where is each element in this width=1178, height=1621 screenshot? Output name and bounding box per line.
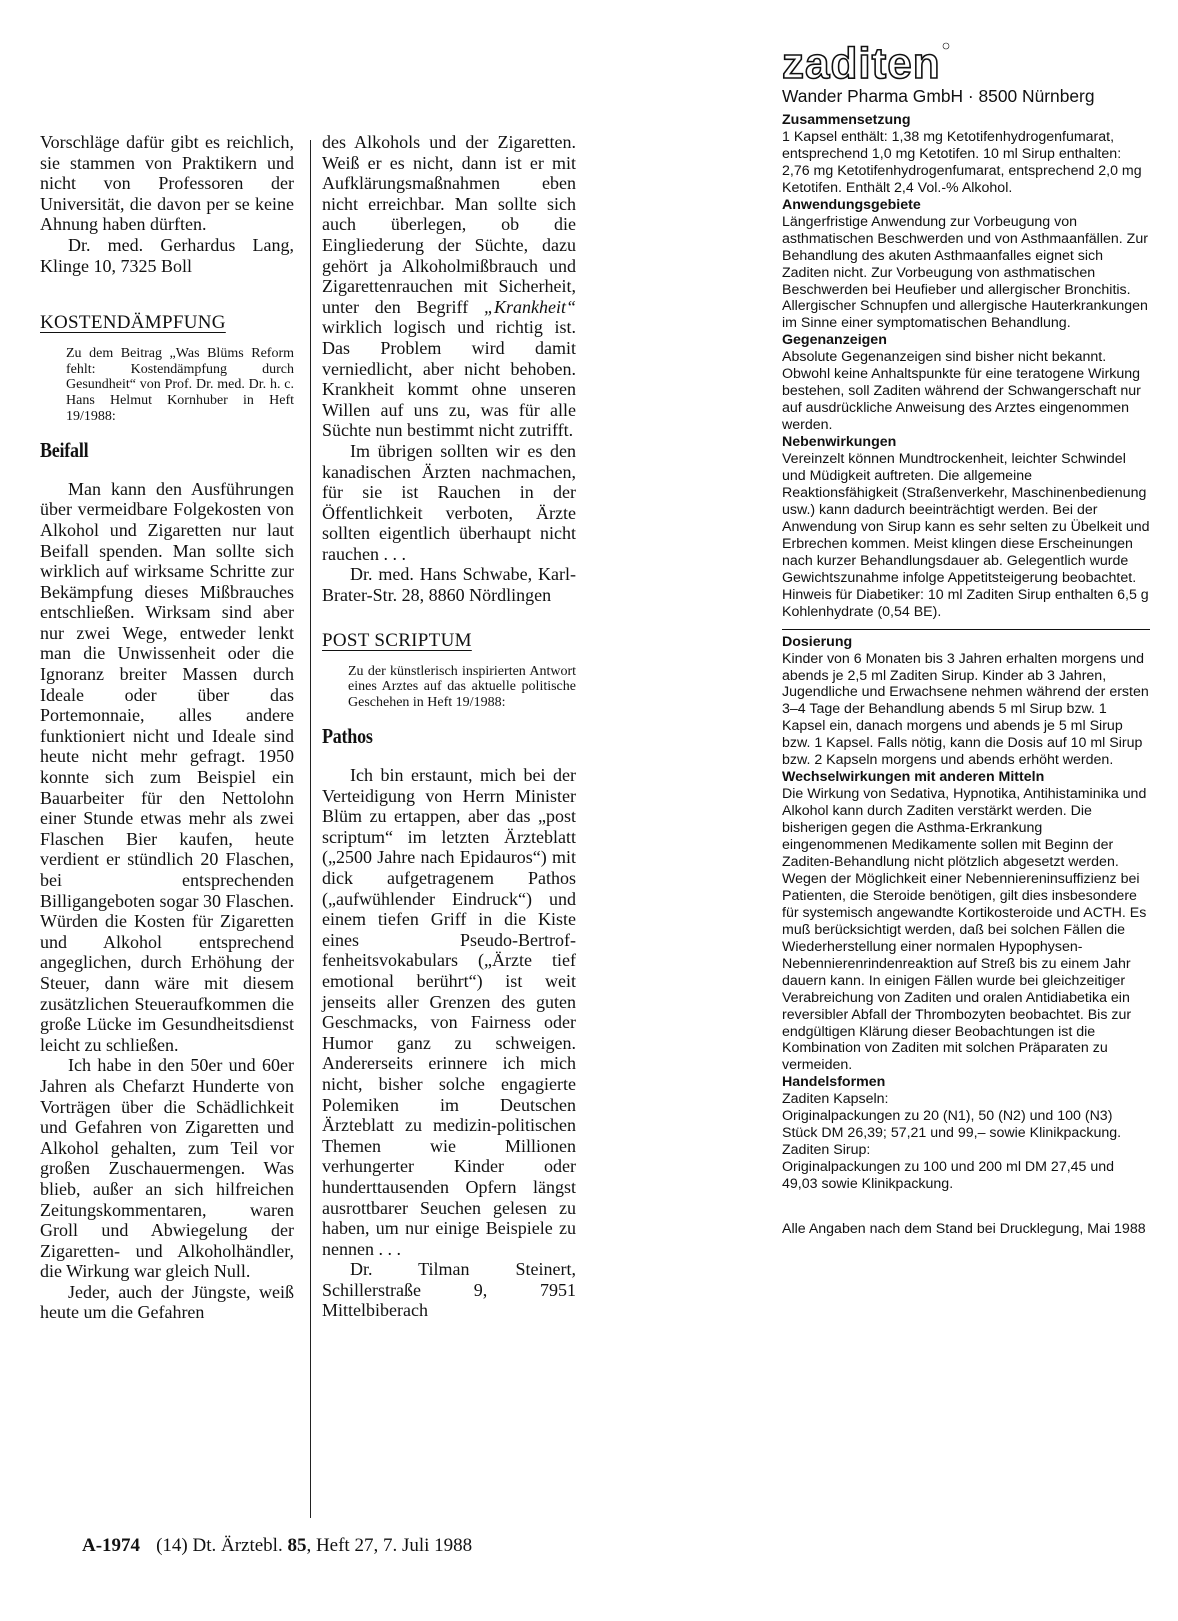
diabetic-note: Hinweis für Diabetiker: 10 ml Zaditen Sirup enthalten 6,5 g Kohlenhydrate (0,54 BE). (782, 586, 1149, 620)
section-text: Vereinzelt können Mundtrockenheit, leichter Schwindel und Müdigkeit auftreten. Die allgemeine Reaktionsfähigkeit (Straßenverkehr, Maschinenbedienung usw.) kann dadurch beeinträchtigt werden. Bei der Anwendung von Sirup kann es sehr selten zu Übelkeit und Erbrechen kommen. Meist klingen diese Erscheinungen nach kurzer Behandlungsdauer ab. Gelegentlich wurde Gewichtszunahme infolge Appetitsteigerung beobachtet. (782, 451, 1150, 586)
section-text: 1 Kapsel enthält: 1,38 mg Ketotifenhydrogenfumarat, entsprechend 1,0 mg Ketotifen. 10 ml Sirup enthalten: 2,76 mg Ketotifenhydrogenfumarat, entsprechend 2,0 mg Ketotifen. Enthält 2,4 Vol.-% Alkohol. (782, 128, 1142, 196)
letter-intro: Zu der künstlerisch inspirierten Antwort eines Arztes auf das aktuelle politische Geschehen in Heft 19/1988: (348, 663, 576, 710)
letter-headline: Beifall (40, 438, 89, 463)
letter-paragraph: Jeder, auch der Jüngste, weiß heute um die Gefahren (40, 1281, 294, 1323)
section-heading: Handelsformen (782, 1074, 886, 1091)
section-text: Längerfristige Anwendung zur Vorbeugung von asthmatischen Beschwerden und von Asthmaanfällen. Zur Behandlung des akuten Asthmaanfalles eignet sich Zaditen nicht. Zur Vorbeugung von asthmatischen Beschwerden bei Heufieber und allergischer Bronchitis. Allergischer Schnupfen und allergische Hauterkrankungen im Sinne einer symptomatischen Behandlung. (782, 213, 1148, 332)
letter-paragraph: Im übrigen sollten wir es den kanadischen Ärzten nachmachen, für sie ist Rauchen in der Öffentlichkeit verboten, Ärzte sollten eigentlich überhaupt nicht rauchen . . . (322, 440, 576, 564)
drug-information-panel (782, 40, 1150, 1238)
page-footer (82, 1535, 472, 1557)
section-heading: POST SCRIPTUM (322, 629, 472, 651)
volume-number: 85 (287, 1535, 307, 1556)
section-text: Kinder von 6 Monaten bis 3 Jahren erhalten morgens und abends je 2,5 ml Zaditen Sirup. Kinder ab 3 Jahren, Jugendliche und Erwachsene nehmen während der ersten 3–4 Tage der Behandlung abends 5 ml Sirup bzw. 1 Kapsel ein, danach morgens und abends je 5 ml Sirup bzw. 1 Kapsel. Falls nötig, kann die Dosis auf 10 ml Sirup bzw. 2 Kapseln morgens und abends erhöht werden. (782, 650, 1149, 769)
letters-column-left (40, 132, 294, 1323)
letter-signature: Dr. med. Hans Schwabe, Karl-Brater-Str. 28, 8860 Nördlingen (322, 564, 576, 606)
section-text: Originalpackungen zu 100 und 200 ml DM 27,45 und 49,03 sowie Klinikpackung. (782, 1159, 1115, 1193)
section-text: Absolute Gegenanzeigen sind bisher nicht bekannt. Obwohl keine Anhaltspunkte für eine teratogene Wirkung bestehen, soll Zaditen während der Schwangerschaft nur auf ausdrückliche Anweisung des Arztes eingenommen werden. (782, 349, 1141, 434)
letter-text: des Alkohols und der Zigaretten. Weiß er es nicht, dann ist er mit Aufklärungsmaßnahmen eben nicht erreichbar. Man sollte sich auch überlegen, ob die Eingliederung der Süchte, dazu gehört ja Alkoholmißbrauch und Zigarettenrauchen mit Sicherheit, unter den Begriff (322, 132, 576, 317)
logo-wordmark: zaditen (782, 40, 941, 84)
section-divider (782, 629, 1150, 630)
issue-date: , Heft 27, 7. Juli 1988 (306, 1535, 473, 1556)
column-divider (310, 140, 311, 1518)
letter-paragraph: Ich bin erstaunt, mich bei der Verteidigung von Herrn Minister Blüm zu ertappen, aber das „post scriptum“ im letzten Ärzteblatt („2500 Jahre nach Epidauros“) mit dick aufgetragenem Pathos („aufwühlender Eindruck“) und einem tiefen Griff in die Kiste eines Pseudo-Bertrof-fenheitsvokabulars („Ärzte tief emotional berührt“) ist weit jenseits aller Grenzen des guten Geschmacks, von Fairness oder Humor ganz zu schweigen. Andererseits erinnere ich mich nicht, bisher solche engagierte Polemiken im Deutschen Ärzteblatt zu medizin-politischen Themen wie Millionen verhungerter Kinder oder hunderttausenden Opfern längst ausrottbarer Seuchen gelesen zu haben, um nur einige Beispiele zu nennen . . . (322, 765, 576, 1259)
footnote: Alle Angaben nach dem Stand bei Drucklegung, Mai 1988 (782, 1221, 1146, 1238)
page-number: A-1974 (82, 1535, 141, 1556)
section-text: Zaditen Kapseln: (782, 1091, 889, 1108)
section-heading: KOSTENDÄMPFUNG (40, 312, 226, 334)
letters-column-middle (322, 132, 576, 1321)
section-heading: Gegenanzeigen (782, 332, 887, 349)
company-name: Wander Pharma GmbH · 8500 Nürnberg (782, 86, 1095, 106)
letter-paragraph: Man kann den Ausführungen über vermeidbare Folgekosten von Alkohol und Zigaretten nur laut Beifall spenden. Man sollte sich wirklich auf wirksame Schritte zur Bekämpfung dieses Mißbrauches entschließen. Wirksam sind aber nur zwei Wege, entweder lenkt man die Unwissenheit oder die Ignoranz breiter Massen durch Ideale oder über das Portemonnaie, alles andere funktioniert nicht und Ideale sind heute nicht mehr gefragt. 1950 konnte sich zum Beispiel ein Bauarbeiter für den Nettolohn einer Stunde etwas mehr als zwei Flaschen Bier kaufen, heute verdient er stündlich 20 Flaschen, bei entsprechenden Billigangeboten sogar 30 Flaschen. Würden die Kosten für Zigaretten und Alkohol entsprechend angeglichen, durch Erhöhung der Steuer, dann wäre mit diesem zusätzlichen Steueraufkommen die große Lücke im Gesundheitsdienst leicht zu schließen. (40, 478, 294, 1055)
letter-intro: Zu dem Beitrag „Was Blüms Reform fehlt: Kostendämpfung durch Gesundheit“ von Prof. Dr. med. Dr. h. c. Hans Helmut Kornhuber in Heft 19/1988: (66, 346, 294, 424)
letter-signature: Dr. med. Gerhardus Lang, Klinge 10, 7325 Boll (40, 234, 294, 276)
letter-paragraph (322, 132, 576, 441)
letter-paragraph: Ich habe in den 50er und 60er Jahren als Chefarzt Hunderte von Vorträgen über die Schädlichkeit und Gefahren von Zigaretten und Alkohol gehalten, zum Teil vor großen Zuschauermengen. Was blieb, außer an sich hilfreichen Zeitungskommentaren, waren Groll und Abwiegelung der Zigaretten- und Alkoholhändler, die Wirkung war gleich Null. (40, 1055, 294, 1282)
section-heading: Wechselwirkungen mit anderen Mitteln (782, 769, 1045, 786)
letter-text: wirklich logisch und richtig ist. Das Problem wird damit verniedlicht, aber nicht behoben. Krankheit kommt ohne unseren Willen auf uns zu, was für alle Süchte nun bestimmt nicht zutrifft. (322, 317, 576, 441)
journal-name: (14) Dt. Ärztebl. (156, 1535, 283, 1556)
section-text: Die Wirkung von Sedativa, Hypnotika, Antihistaminika und Alkohol kann durch Zaditen verstärkt werden. Die bisherigen gegen die Asthma-Erkrankung eingenommenen Medikamente sollen mit Beginn der Zaditen-Behandlung nicht plötzlich abgesetzt werden. Wegen der Möglichkeit einer Nebenniereninsuffizienz bei Patienten, die Steroide benötigen, gilt dies insbesondere für systemisch angewandte Kortikosteroide und ACTH. Es muß berücksichtigt werden, daß bei solchen Fällen die Wiederherstellung einer normalen Hypophysen-Nebennierenrindenreaktion auf Streß bis zu einem Jahr dauern kann. In einigen Fällen wurde bei gleichzeitiger Verabreichung von Zaditen und oralen Antidiabetika ein reversibler Abfall der Thrombozyten beobachtet. Bis zur endgültigen Klärung dieser Beobachtungen ist die Kombination von Zaditen mit solchen Präparaten zu vermeiden. (782, 786, 1147, 1074)
section-heading: Dosierung (782, 633, 853, 650)
section-heading: Anwendungsgebiete (782, 196, 921, 213)
section-heading: Zusammensetzung (782, 112, 911, 128)
letter-signature: Dr. Tilman Steinert, Schillerstraße 9, 7951 Mittelbiberach (322, 1259, 576, 1321)
zaditen-logo (782, 40, 1150, 84)
emphasis-text: „Krankheit“ (483, 296, 576, 317)
section-text: Zaditen Sirup: (782, 1142, 871, 1159)
letter-headline: Pathos (322, 724, 373, 749)
section-text: Originalpackungen zu 20 (N1), 50 (N2) und 100 (N3) Stück DM 26,39; 57,21 und 99,– sowie Klinikpackung. (782, 1108, 1122, 1142)
letter-text: Vorschläge dafür gibt es reichlich, sie stammen von Praktikern und nicht von Professoren der Universität, die davon per se keine Ahnung haben dürften. (40, 132, 294, 235)
section-heading: Nebenwirkungen (782, 434, 897, 451)
